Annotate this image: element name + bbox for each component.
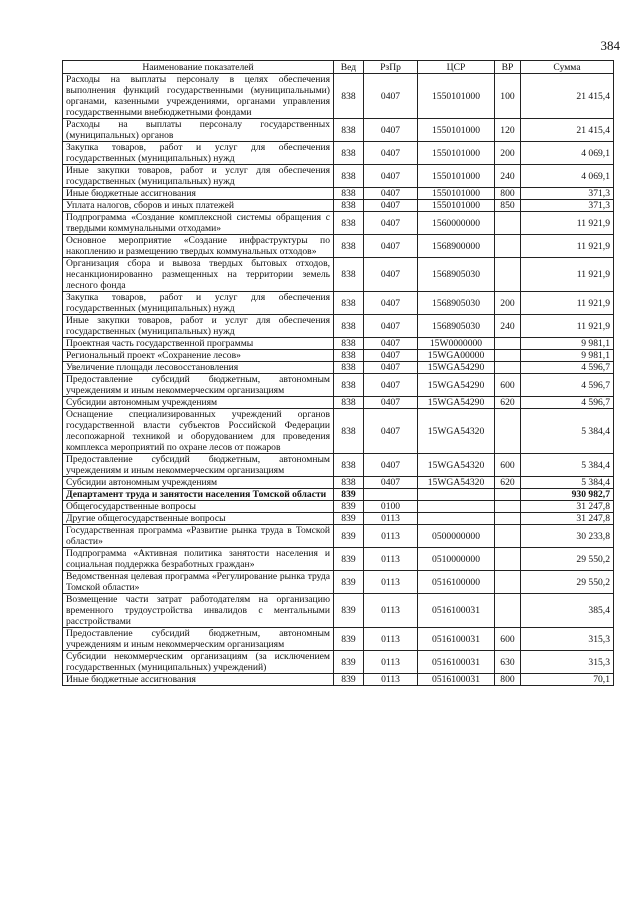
table-row (63, 489, 614, 501)
cell-rzpr: 0113 (364, 571, 418, 594)
cell-sum: 21 415,4 (521, 74, 614, 119)
table-row (63, 548, 614, 571)
cell-rzpr: 0113 (364, 548, 418, 571)
cell-ved: 839 (334, 594, 364, 628)
cell-ved: 838 (334, 374, 364, 397)
cell-rzpr: 0407 (364, 235, 418, 258)
table-body (63, 74, 614, 686)
cell-vr: 600 (495, 628, 521, 651)
table-row (63, 188, 614, 200)
cell-vr (495, 350, 521, 362)
cell-sum: 70,1 (521, 674, 614, 686)
cell-ved: 838 (334, 315, 364, 338)
cell-csr: 1550101000 (418, 142, 495, 165)
table-header-row (63, 61, 614, 74)
cell-sum: 5 384,4 (521, 477, 614, 489)
cell-sum: 31 247,8 (521, 501, 614, 513)
cell-vr (495, 513, 521, 525)
cell-ved: 838 (334, 119, 364, 142)
cell-rzpr: 0407 (364, 397, 418, 409)
cell-csr: 1550101000 (418, 188, 495, 200)
cell-vr (495, 525, 521, 548)
cell-name: Закупка товаров, работ и услуг для обеспечения государственных (муниципальных) нужд (63, 292, 334, 315)
cell-csr: 1568905030 (418, 258, 495, 292)
table-row (63, 513, 614, 525)
cell-vr: 630 (495, 651, 521, 674)
cell-ved: 839 (334, 651, 364, 674)
cell-sum: 315,3 (521, 628, 614, 651)
cell-vr (495, 501, 521, 513)
cell-name: Иные бюджетные ассигнования (63, 674, 334, 686)
cell-rzpr: 0407 (364, 315, 418, 338)
cell-rzpr: 0113 (364, 651, 418, 674)
cell-vr: 240 (495, 165, 521, 188)
table-row (63, 397, 614, 409)
cell-csr: 0516100031 (418, 651, 495, 674)
cell-name: Расходы на выплаты персоналу в целях обеспечения выполнения функций государственными (муниципальными) органами, казенными учреждениями, органами управления государственными внебюджетными фондами (63, 74, 334, 119)
cell-name: Департамент труда и занятости населения Томской области (63, 489, 334, 501)
cell-name: Организация сбора и вывоза твердых бытовых отходов, несанкционированно размещенных на территории земель лесного фонда (63, 258, 334, 292)
cell-name: Предоставление субсидий бюджетным, автономным учреждениям и иным некоммерческим организациям (63, 374, 334, 397)
cell-rzpr: 0407 (364, 350, 418, 362)
cell-vr (495, 594, 521, 628)
cell-name: Государственная программа «Развитие рынка труда в Томской области» (63, 525, 334, 548)
cell-vr: 800 (495, 674, 521, 686)
cell-csr (418, 501, 495, 513)
header-vr: ВР (495, 61, 521, 74)
header-rzpr: РзПр (364, 61, 418, 74)
cell-sum: 385,4 (521, 594, 614, 628)
cell-vr: 600 (495, 374, 521, 397)
table-row (63, 235, 614, 258)
cell-ved: 838 (334, 212, 364, 235)
cell-csr: 15WGA00000 (418, 350, 495, 362)
table-row (63, 594, 614, 628)
table-row (63, 200, 614, 212)
table-row (63, 338, 614, 350)
table-row (63, 119, 614, 142)
table-row (63, 212, 614, 235)
table-row (63, 258, 614, 292)
cell-rzpr: 0407 (364, 477, 418, 489)
cell-name: Общегосударственные вопросы (63, 501, 334, 513)
cell-rzpr: 0113 (364, 628, 418, 651)
cell-csr (418, 513, 495, 525)
cell-ved: 838 (334, 74, 364, 119)
cell-ved: 838 (334, 235, 364, 258)
table-row (63, 292, 614, 315)
cell-rzpr: 0407 (364, 362, 418, 374)
cell-name: Подпрограмма «Активная политика занятости населения и социальная поддержка безработных граждан» (63, 548, 334, 571)
cell-name: Ведомственная целевая программа «Регулирование рынка труда Томской области» (63, 571, 334, 594)
cell-ved: 838 (334, 350, 364, 362)
cell-rzpr (364, 489, 418, 501)
cell-name: Уплата налогов, сборов и иных платежей (63, 200, 334, 212)
cell-sum: 371,3 (521, 188, 614, 200)
table-row (63, 315, 614, 338)
cell-vr (495, 489, 521, 501)
table-row (63, 142, 614, 165)
table-row (63, 525, 614, 548)
cell-sum: 4 596,7 (521, 397, 614, 409)
cell-rzpr: 0113 (364, 594, 418, 628)
cell-ved: 838 (334, 258, 364, 292)
cell-csr: 15WGA54320 (418, 409, 495, 454)
table-row (63, 350, 614, 362)
cell-ved: 839 (334, 628, 364, 651)
header-sum: Сумма (521, 61, 614, 74)
cell-vr: 240 (495, 315, 521, 338)
cell-rzpr: 0100 (364, 501, 418, 513)
table-row (63, 477, 614, 489)
cell-name: Субсидии автономным учреждениям (63, 397, 334, 409)
cell-rzpr: 0407 (364, 374, 418, 397)
cell-ved: 838 (334, 200, 364, 212)
cell-csr: 1550101000 (418, 119, 495, 142)
cell-vr (495, 258, 521, 292)
cell-sum: 4 596,7 (521, 362, 614, 374)
cell-rzpr: 0407 (364, 409, 418, 454)
cell-vr (495, 212, 521, 235)
cell-rzpr: 0407 (364, 74, 418, 119)
cell-ved: 838 (334, 477, 364, 489)
cell-rzpr: 0407 (364, 338, 418, 350)
cell-sum: 9 981,1 (521, 350, 614, 362)
cell-rzpr: 0407 (364, 188, 418, 200)
cell-name: Подпрограмма «Создание комплексной системы обращения с твердыми коммунальными отходами» (63, 212, 334, 235)
cell-csr: 1550101000 (418, 165, 495, 188)
cell-rzpr: 0113 (364, 525, 418, 548)
cell-ved: 839 (334, 548, 364, 571)
cell-name: Основное мероприятие «Создание инфраструктуры по накоплению и размещению твердых коммунальных отходов» (63, 235, 334, 258)
table-row (63, 651, 614, 674)
cell-ved: 839 (334, 513, 364, 525)
cell-rzpr: 0407 (364, 200, 418, 212)
cell-sum: 11 921,9 (521, 292, 614, 315)
cell-ved: 839 (334, 501, 364, 513)
cell-rzpr: 0407 (364, 142, 418, 165)
cell-sum: 31 247,8 (521, 513, 614, 525)
cell-sum: 4 596,7 (521, 374, 614, 397)
cell-sum: 29 550,2 (521, 571, 614, 594)
cell-sum: 9 981,1 (521, 338, 614, 350)
table-row (63, 571, 614, 594)
cell-vr: 620 (495, 477, 521, 489)
cell-csr: 15WGA54290 (418, 374, 495, 397)
table-row (63, 409, 614, 454)
cell-vr: 200 (495, 142, 521, 165)
cell-csr: 0516100031 (418, 594, 495, 628)
cell-rzpr: 0407 (364, 212, 418, 235)
table-row (63, 165, 614, 188)
cell-name: Увеличение площади лесовосстановления (63, 362, 334, 374)
header-csr: ЦСР (418, 61, 495, 74)
cell-rzpr: 0407 (364, 454, 418, 477)
cell-sum: 30 233,8 (521, 525, 614, 548)
cell-name: Иные бюджетные ассигнования (63, 188, 334, 200)
cell-ved: 838 (334, 338, 364, 350)
cell-name: Расходы на выплаты персоналу государственных (муниципальных) органов (63, 119, 334, 142)
cell-csr: 0500000000 (418, 525, 495, 548)
cell-name: Предоставление субсидий бюджетным, автономным учреждениям и иным некоммерческим организациям (63, 454, 334, 477)
cell-rzpr: 0407 (364, 119, 418, 142)
cell-ved: 838 (334, 397, 364, 409)
cell-csr: 1568905030 (418, 315, 495, 338)
cell-name: Проектная часть государственной программы (63, 338, 334, 350)
cell-sum: 930 982,7 (521, 489, 614, 501)
header-ved: Вед (334, 61, 364, 74)
cell-csr: 0516100000 (418, 571, 495, 594)
table-row (63, 374, 614, 397)
cell-csr: 1568900000 (418, 235, 495, 258)
cell-name: Закупка товаров, работ и услуг для обеспечения государственных (муниципальных) нужд (63, 142, 334, 165)
cell-ved: 839 (334, 571, 364, 594)
cell-csr: 15WGA54290 (418, 397, 495, 409)
budget-table (62, 60, 614, 686)
cell-vr: 200 (495, 292, 521, 315)
cell-sum: 11 921,9 (521, 258, 614, 292)
cell-csr: 1550101000 (418, 74, 495, 119)
cell-vr: 800 (495, 188, 521, 200)
cell-sum: 29 550,2 (521, 548, 614, 571)
cell-name: Региональный проект «Сохранение лесов» (63, 350, 334, 362)
table-row (63, 628, 614, 651)
cell-rzpr: 0407 (364, 292, 418, 315)
cell-name: Субсидии некоммерческим организациям (за исключением государственных (муниципальных) учреждений) (63, 651, 334, 674)
cell-csr: 15WGA54320 (418, 454, 495, 477)
cell-vr (495, 571, 521, 594)
cell-ved: 838 (334, 409, 364, 454)
cell-csr: 1568905030 (418, 292, 495, 315)
header-name: Наименование показателей (63, 61, 334, 74)
cell-csr: 15WGA54320 (418, 477, 495, 489)
cell-csr: 15WGA54290 (418, 362, 495, 374)
cell-rzpr: 0113 (364, 513, 418, 525)
cell-sum: 5 384,4 (521, 454, 614, 477)
cell-csr: 0516100031 (418, 628, 495, 651)
cell-rzpr: 0113 (364, 674, 418, 686)
cell-sum: 5 384,4 (521, 409, 614, 454)
cell-ved: 838 (334, 142, 364, 165)
cell-ved: 838 (334, 188, 364, 200)
cell-vr: 100 (495, 74, 521, 119)
table-row (63, 674, 614, 686)
cell-name: Оснащение специализированных учреждений органов государственной власти субъектов Российской Федерации лесопожарной техникой и оборудованием для проведения комплекса мероприятий по охране лесов от пожаров (63, 409, 334, 454)
cell-name: Иные закупки товаров, работ и услуг для обеспечения государственных (муниципальных) нужд (63, 165, 334, 188)
cell-csr: 1560000000 (418, 212, 495, 235)
table-row (63, 362, 614, 374)
cell-ved: 838 (334, 362, 364, 374)
cell-sum: 4 069,1 (521, 142, 614, 165)
table-row (63, 454, 614, 477)
cell-vr (495, 338, 521, 350)
cell-vr: 600 (495, 454, 521, 477)
cell-ved: 839 (334, 489, 364, 501)
cell-rzpr: 0407 (364, 258, 418, 292)
cell-csr: 0510000000 (418, 548, 495, 571)
cell-ved: 838 (334, 454, 364, 477)
table-row (63, 74, 614, 119)
cell-name: Другие общегосударственные вопросы (63, 513, 334, 525)
cell-csr: 0516100031 (418, 674, 495, 686)
cell-csr: 1550101000 (418, 200, 495, 212)
cell-sum: 371,3 (521, 200, 614, 212)
cell-vr (495, 362, 521, 374)
cell-sum: 11 921,9 (521, 212, 614, 235)
cell-vr: 620 (495, 397, 521, 409)
cell-sum: 315,3 (521, 651, 614, 674)
cell-name: Иные закупки товаров, работ и услуг для обеспечения государственных (муниципальных) нужд (63, 315, 334, 338)
table-row (63, 501, 614, 513)
cell-ved: 839 (334, 525, 364, 548)
cell-vr: 120 (495, 119, 521, 142)
cell-sum: 11 921,9 (521, 235, 614, 258)
cell-vr (495, 548, 521, 571)
cell-sum: 4 069,1 (521, 165, 614, 188)
cell-name: Возмещение части затрат работодателям на организацию временного трудоустройства инвалидов с ментальными расстройствами (63, 594, 334, 628)
cell-ved: 838 (334, 165, 364, 188)
page-number: 384 (600, 38, 620, 53)
cell-vr: 850 (495, 200, 521, 212)
cell-sum: 11 921,9 (521, 315, 614, 338)
cell-ved: 838 (334, 292, 364, 315)
cell-csr (418, 489, 495, 501)
cell-vr (495, 235, 521, 258)
cell-name: Субсидии автономным учреждениям (63, 477, 334, 489)
cell-ved: 839 (334, 674, 364, 686)
cell-name: Предоставление субсидий бюджетным, автономным учреждениям и иным некоммерческим организациям (63, 628, 334, 651)
cell-sum: 21 415,4 (521, 119, 614, 142)
cell-vr (495, 409, 521, 454)
cell-rzpr: 0407 (364, 165, 418, 188)
cell-csr: 15W0000000 (418, 338, 495, 350)
